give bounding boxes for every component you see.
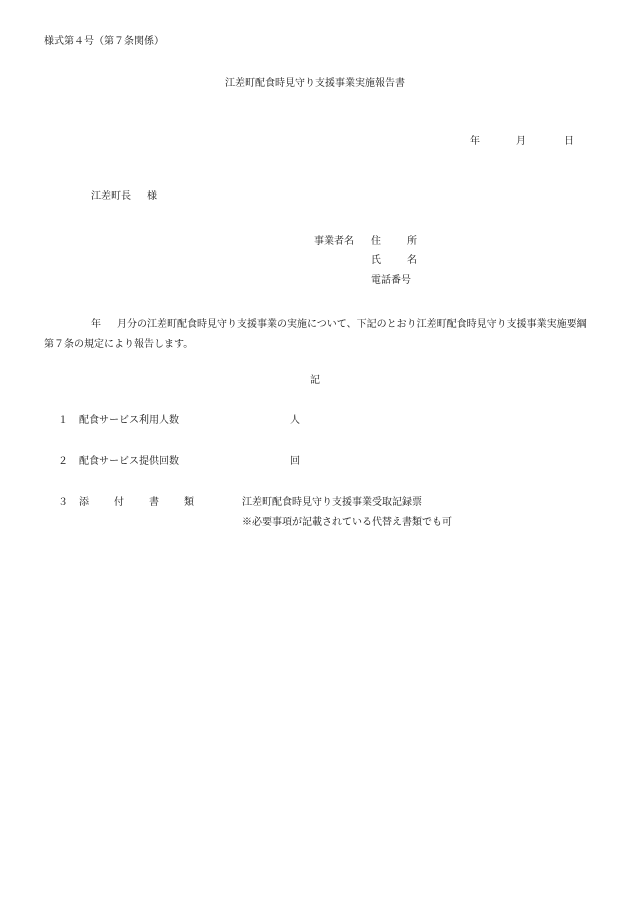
label-char: 付	[114, 497, 124, 508]
statement-text: 月分の江差町配食時見守り支援事業の実施について、下記のとおり江差町配食時見守り支援事業実施要綱第７条の規定により報告します。	[44, 319, 587, 350]
operator-phone-label: 電話番号	[371, 275, 411, 286]
item-unit: 回	[290, 456, 300, 467]
operator-name-label	[371, 256, 417, 266]
operator-address-label	[371, 237, 417, 247]
operator-label: 事業者名	[314, 236, 354, 247]
attachment-name: 江差町配食時見守り支援事業受取記録票	[242, 497, 422, 508]
date-month-label: 月	[516, 136, 526, 147]
name-label-char: 氏	[371, 255, 381, 266]
form-number: 様式第４号（第７条関係）	[44, 36, 164, 47]
name-label-char: 名	[407, 255, 417, 266]
item-number: ２	[58, 456, 68, 467]
item-label	[79, 498, 194, 508]
item-unit: 人	[290, 415, 300, 426]
addressee-name: 江差町長	[91, 191, 131, 202]
statement-year: 年	[91, 319, 101, 330]
document-title: 江差町配食時見守り支援事業実施報告書	[225, 78, 405, 89]
attachment-note: ※必要事項が記載されている代替え書類でも可	[242, 517, 452, 528]
item-label: 配食サービス利用人数	[79, 415, 179, 426]
report-statement	[44, 315, 589, 355]
date-day-label: 日	[564, 136, 574, 147]
label-char: 類	[184, 497, 194, 508]
item-number: １	[58, 415, 68, 426]
ki-heading: 記	[310, 375, 320, 386]
label-char: 添	[79, 497, 89, 508]
item-number: ３	[58, 497, 68, 508]
date-year-label: 年	[470, 136, 480, 147]
address-label-char: 住	[371, 236, 381, 247]
addressee-honorific: 様	[147, 191, 157, 202]
item-label: 配食サービス提供回数	[79, 456, 179, 467]
label-char: 書	[149, 497, 159, 508]
addressee	[91, 192, 157, 202]
address-label-char: 所	[407, 236, 417, 247]
